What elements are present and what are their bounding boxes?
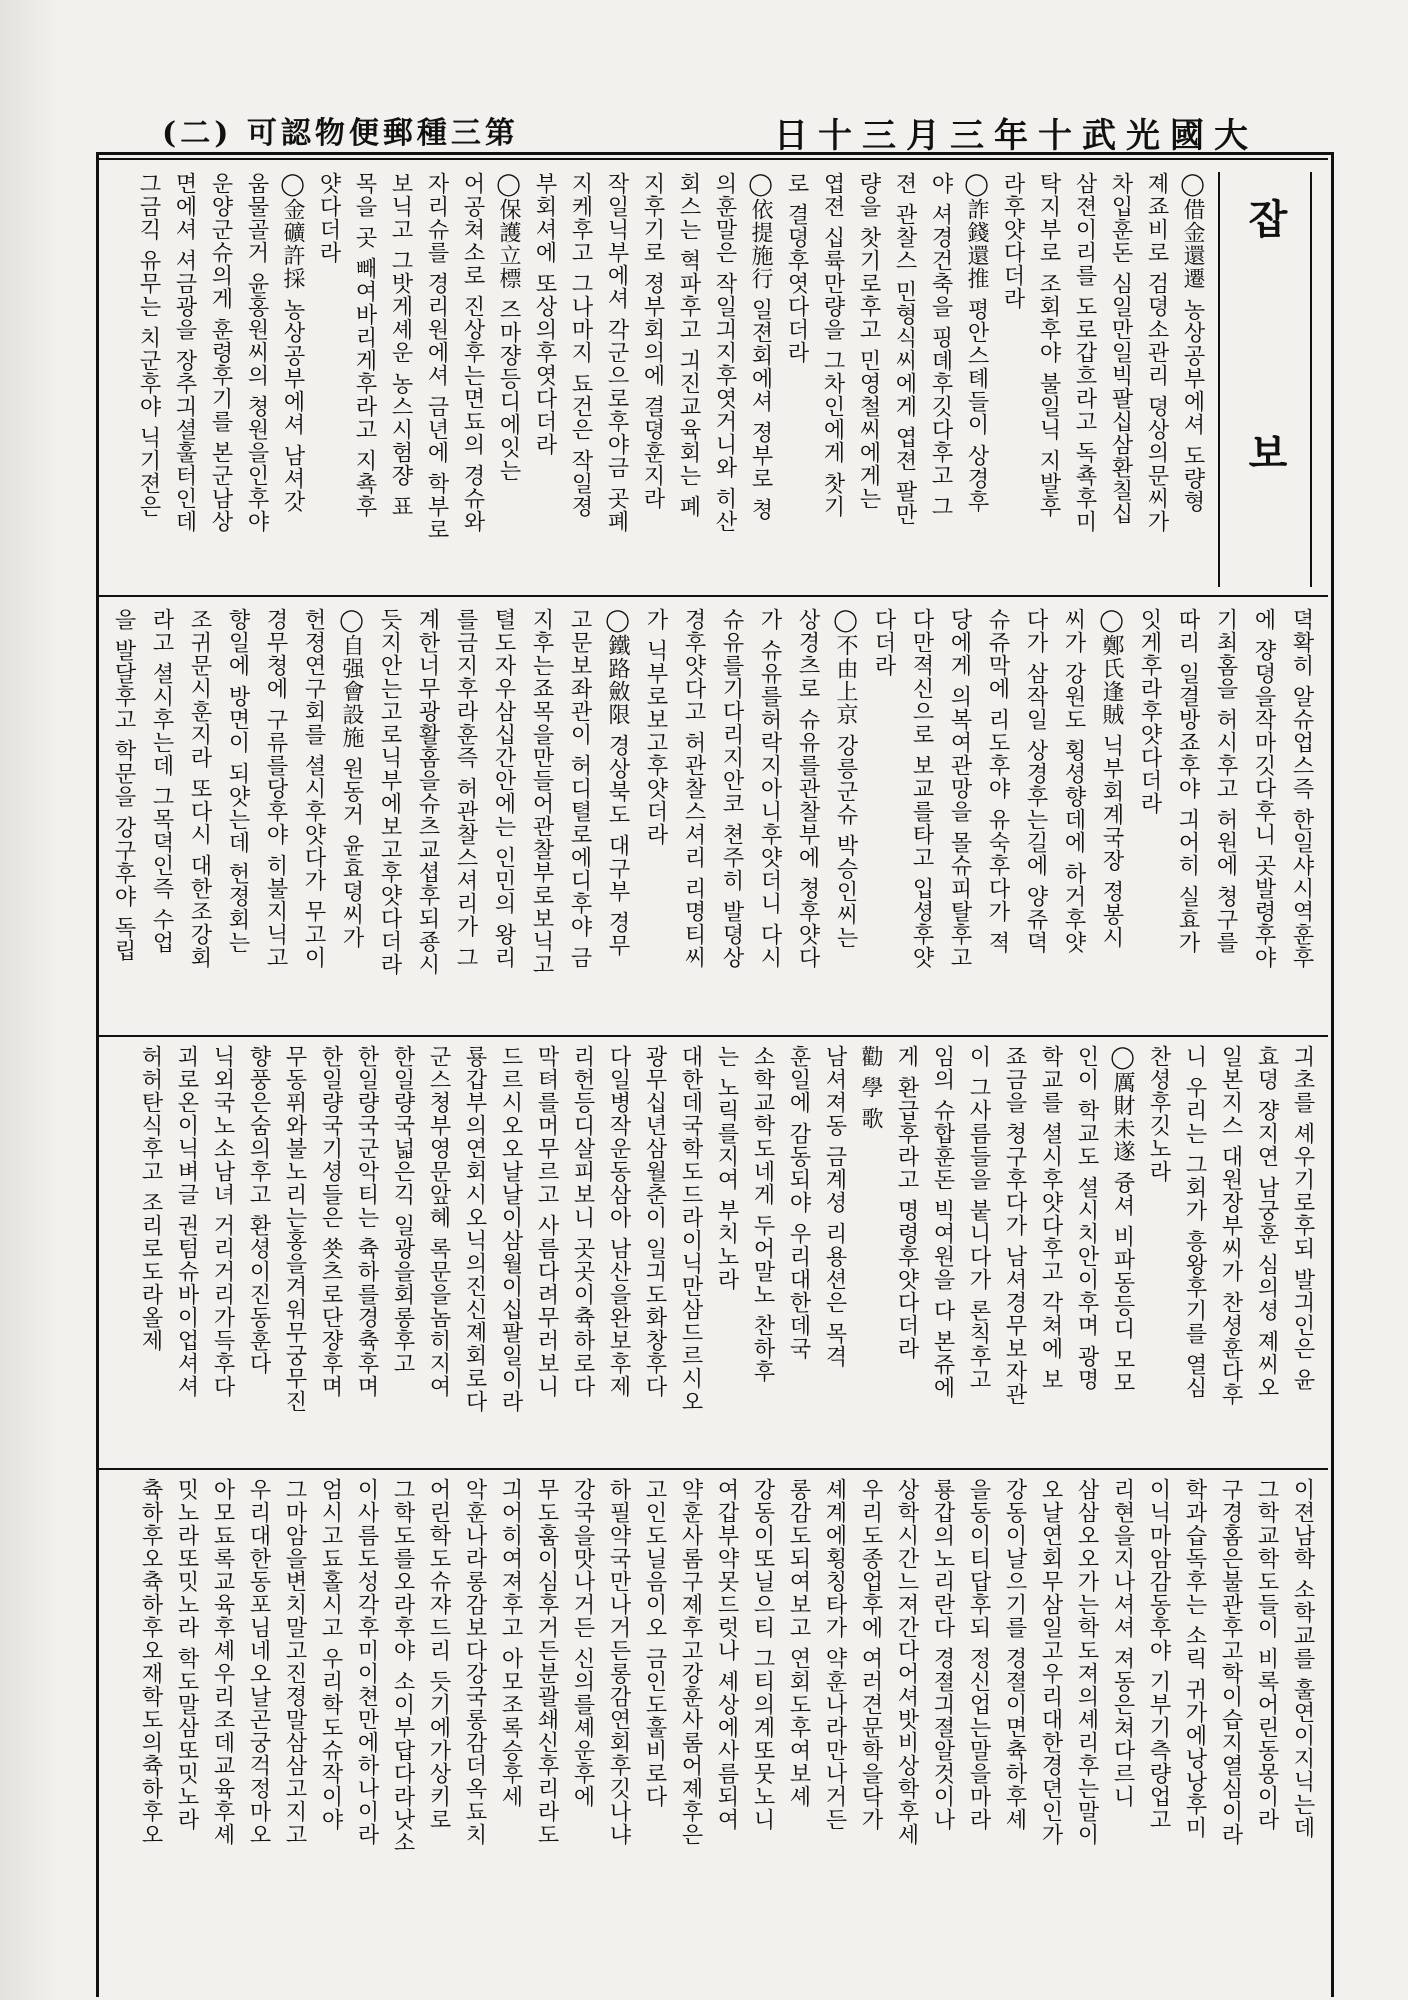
text-column: 허허탄식후고 조리로도라올제 [138,1045,163,1352]
text-column: 상경츠로 슈유를관찰부에 쳥후얏다 [795,608,820,969]
text-column: 군스쳥부영문앞혜 록문을놈히지여 [426,1045,451,1398]
text-column: 량을 찻기로후고 민영철씨에게는 [856,172,881,510]
text-column: 찬셩후깃노라 [1146,1045,1171,1183]
text-column: 고문보좌관이 허디텰로에디후야 금 [567,608,592,969]
text-column: 회스는 혁파후고 긔진교육회는 폐 [676,172,701,518]
text-column: 여갑부약못드럿나 셰상에사름되여 [714,1478,739,1831]
text-column: 상학시간느져간다어셔밧비상학후세 [894,1478,919,1846]
header-rule [96,158,1328,160]
text-column: 목을 곳 빼여바리게후라고 지쵹후 [352,172,377,518]
text-column: 긔초를 셰우기로후되 발긔인은 윤 [1290,1045,1315,1391]
text-column: 향풍은숨의후고 환셩이진동훈다 [246,1045,271,1375]
text-column: 남셔져동 금계셩 리용션은 목격 [822,1045,847,1368]
text-column: 다가 삼작일 상경후는길에 양쥬뎍 [1023,608,1048,954]
text-column: 삼삼오오가는학도져의셰리후는말이 [1074,1478,1099,1846]
text-column: 탁지부로 조회후야 불일닉 지발후 [1036,172,1061,518]
text-column: 가 슈유를허락지아니후얏더니 다시 [757,608,782,969]
text-column: 듯지안는고로닉부에보고후얏다더라 [377,608,402,976]
text-column: 약훈사롬구졔후고강훈사롬어졔후은 [678,1478,703,1846]
text-column: 인이 학교도 셜시치안이후며 광명 [1074,1045,1099,1391]
text-column: 훈일에 감동되야 우리대한데국 [786,1045,811,1360]
band-3 [100,1045,1320,1463]
text-column: 헌졍연구회를 셜시후얏다가 무고이 [301,608,326,969]
text-column: 다일병작운동삼아 남산을완보후제 [606,1045,631,1398]
text-column: 이젼남학 소학교를 훌연이지닉는데 [1290,1478,1315,1839]
text-column: 지후는죠목을만들어관찰부로보닉고 [529,608,554,976]
text-column: 그마암을변치말고진졍말삼삼고지고 [282,1478,307,1846]
text-column: 막텨를머무르고 사름다려무러보니 [534,1045,559,1398]
text-column: 니 우리는 그회가 흥왕후기를 열심 [1182,1045,1207,1399]
text-column: 닉외국노소남녀 거리거리가득후다 [210,1045,235,1398]
text-column: 움물골거 윤홍원씨의 쳥원을인후야 [244,172,269,533]
text-column: 학교를 셜시후얏다후고 각쳐에 보 [1038,1045,1063,1391]
text-column: 광무십년삼월춘이 일긔도화창후다 [642,1045,667,1398]
band-divider [96,1035,1328,1037]
text-column: 면에셔 셔금광을 장추긔셜훌터인데 [172,172,197,533]
text-column: 조귀문시훈지라 또다시 대한조강회 [187,608,212,969]
text-column: 라고 셜시후는데 그목뎍인즉 수업 [149,608,174,954]
text-column: ◯不由上京 강릉군슈 박승인씨는 [833,608,858,949]
text-column: ◯詐錢還推 평안스톄들이 상경후 [964,172,989,513]
text-column: 밋노라또밋노라 학도말삼또밋노라 [174,1478,199,1831]
text-column: 삼젼이리를 도로갑흐라고 독쵹후미 [1072,172,1097,533]
text-column: 을동이티답후되 정신업는말을마라 [966,1478,991,1831]
band-divider [96,1468,1328,1470]
text-column: 엽젼 십륙만량을 그차인에게 찻기 [820,172,845,518]
text-column: 슈유를기다리지안코 쳔주히 발뎡상 [719,608,744,969]
text-column: ◯金礦許採 농상공부에셔 남셔갓 [280,172,305,513]
text-column: 작일닉부에셔 각군으로후야금 곳폐 [604,172,629,533]
text-column: 라후얏다더라 [1000,172,1025,310]
text-column: 이사름도성각후미이쳔만에하나이라 [354,1478,379,1846]
text-column: 얏다더라 [316,172,341,264]
text-column: 롱감도되여보고 연회도후여보셰 [786,1478,811,1808]
text-column: 일본지스 대원장부씨가 찬셩훈다후 [1218,1045,1243,1406]
text-column: ◯鐵路斂限 경상북도 대구부 경무 [605,608,630,957]
text-column: 대한데국학도드라이닉만삼드르시오 [678,1045,703,1413]
text-column: 임의 슈합훈돈 빅여원을 다 본쥬에 [930,1045,955,1399]
text-column: 잇게후라후얏다더라 [1137,608,1162,815]
text-column: 보닉고 그밧게셰운 농스시험쟝 표 [388,172,413,518]
text-column: 강동이날으기를 경졀이면츅하후셰 [1002,1478,1027,1831]
text-column: 텰도자우삼십간안에는 인민의 왕리 [491,608,516,969]
text-column: 한일량국넓은긱 일광을회롱후고 [390,1045,415,1375]
text-column: 구경홈은불관후고학이습지열심이라 [1218,1478,1243,1846]
band-1-columns [130,172,1210,587]
band-1 [100,172,1320,587]
text-column: ◯依提施行 일젼회에셔 졍부로 쳥 [748,172,773,521]
text-column: 무동퓌와불노리는홍을겨워무궁무진 [282,1045,307,1413]
header-left: (二) 可認物便郵種三第 [162,116,519,151]
band-divider [96,595,1328,597]
text-column: 차입훈돈 심일만일빅팔십삼환칠십 [1108,172,1133,525]
text-column: 우리대한동포님네오날곤궁걱정마오 [246,1478,271,1846]
text-column: 츅하후오츅하후오재학도의츅하후오 [138,1478,163,1846]
text-column: 강국을맛나거든 신의를셰운후에 [570,1478,595,1808]
band-4-columns [132,1478,1320,1898]
text-column: 지후기로 졍부회의에 결뎡훈지라 [640,172,665,510]
text-column: 학과습독후는 소릭 귀가에낭낭후미 [1182,1478,1207,1839]
text-column: ◯保護立標 즈마쟝등디에잇는 [496,172,521,482]
text-column: 젼 관찰스 민형식씨에게 엽젼 팔만 [892,172,917,526]
text-column: ◯鄭氏逢賊 닉부회계국장 졍봉시 [1099,608,1124,949]
text-column: 드르시오오날날이삼월이십팔일이라 [498,1045,523,1413]
text-column: 아모됴록교육후셰우리조데교육후셰 [210,1478,235,1846]
text-column: 을 발달후고 학문을 강구후야 독립 [111,608,136,962]
text-column: 계한너무광활홈을슈츠교셥후되죵시 [415,608,440,976]
text-column: 야 셔경건축을 핑뎨후깃다후고 그 [928,172,953,518]
text-column: 경후얏다고 허관찰스셔리 리명티씨 [681,608,706,969]
text-column: 로 결뎡후엿다더라 [784,172,809,364]
text-column: 를금지후라훈즉 허관찰스셔리가 그 [453,608,478,969]
text-column: 효뎡 쟝지연 남궁훈 심의셩 졔씨오 [1254,1045,1279,1399]
text-column: 부회셔에 또상의후엿다더라 [532,172,557,456]
text-column: 강동이또닐으티 그티의계또뭇노니 [750,1478,775,1831]
text-column: ◯自强會設施 원동거 윤효뎡씨가 [339,608,364,949]
text-column: 당에게 의복여관망을 몰슈피탈후고 [947,608,972,969]
text-column: 룡갑의노리란다 경졀긔졀알것이나 [930,1478,955,1831]
text-column: 긔어히여져후고 아모조록승후세 [498,1478,523,1808]
text-column: 한일량국군악티는 츅하를경츅후며 [354,1045,379,1398]
text-column: 운양군슈의게 훈령후기를 본군남상 [208,172,233,533]
text-column: 엄시고됴홀시고 우리학도슈작이야 [318,1478,343,1831]
text-column: 우리도종업후에 여러견문학을닥가 [858,1478,883,1831]
text-column: 씨가 강원도 횡셩향데에 하거후얏 [1061,608,1086,954]
text-column: 셰계에횡칭타가 약훈나라만나거든 [822,1478,847,1831]
text-column: 자리슈를 경리원에셔 금년에 학부로 [424,172,449,541]
text-column: 다더라 [871,608,896,677]
text-column: 소학교학도네게 두어말노 찬하후 [750,1045,775,1383]
band-4 [100,1478,1320,1898]
text-column: 이 그사름들을 붙니다가 론칙후고 [966,1045,991,1391]
text-column: 죠금을 쳥구후다가 남셔경무보자관 [1002,1045,1027,1406]
text-column: 하필약국만나거든롱감연회후깃나냐 [606,1478,631,1846]
text-column: 의훈말은 작일긔지후엿거니와 히산 [712,172,737,533]
text-column: 오날연회무삼일고우리대한경뎐인가 [1038,1478,1063,1846]
text-column: 게 환급후라고 명령후얏다더라 [894,1045,919,1360]
text-column: 고인도닐음이오 금인도훌비로다 [642,1478,667,1808]
text-column: 가 닉부로보고후얏더라 [643,608,668,846]
text-column: 기최홈을 허시후고 허원에 쳥구를 [1213,608,1238,954]
scan-edge [0,0,60,2000]
text-column: 향일에 방면이 되얏는데 헌졍회는 [225,608,250,954]
text-column: 그학교학도들이 비록어린동몽이라 [1254,1478,1279,1831]
band-2-columns [104,608,1320,1028]
text-column: 괴로온이닉벼글 권텀슈바이업셔셔 [174,1045,199,1398]
text-column: 어린학도슈쟈드리 듯기에가상키로 [426,1478,451,1831]
text-column: 리헌등디살피보니 곳곳이츅하로다 [570,1045,595,1398]
text-column: 악훈나라롱감보다강국롱감더옥됴치 [462,1478,487,1846]
text-column: 한일량국기셩들은 쑛츠로단쟝후며 [318,1045,343,1398]
text-column: 무도훔이심후거든분괄쇄신후리라도 [534,1478,559,1846]
band-3-columns [132,1045,1320,1463]
header-date: 日十三月三年十武光國大 [774,116,1258,156]
text-column: 뎍확히 알슈업스즉 한일샤시역훈후 [1289,608,1314,969]
text-column: 경무쳥에 구류를당후야 히불지닉고 [263,608,288,969]
text-column: ◯借金還遷 농상공부에셔 도량형 [1180,172,1205,513]
text-column: 지케후고 그나마지 됴건은 작일졍 [568,172,593,518]
text-column: 졔죠비로 검뎡소관리 뎡상의문씨가 [1144,172,1169,533]
text-column: 그금긱 유무는 치군후야 닉기젼은 [136,172,161,518]
text-column: 勸 學 歌 [858,1045,883,1130]
text-column: 어공쳐소로 진상후는면됴의 경슈와 [460,172,485,533]
text-column: 그학도를오라후야 소이부답다라낫소 [390,1478,415,1854]
text-column: ◯厲財未遂 즁셔 비파동등디 모모 [1110,1045,1135,1394]
section-title: 잡 보 [1218,172,1312,587]
text-column: 다만젹신으로 보교를타고 입셩후얏 [909,608,934,969]
band-2 [100,608,1320,1028]
text-column: 슈쥬막에 리도후야 유숙후다가 젹 [985,608,1010,954]
text-column: 따리 일결방죠후야 긔어히 실효가 [1175,608,1200,954]
text-column: 이닉마암감동후야 기부기측량업고 [1146,1478,1171,1831]
text-column: 리현을지나셔셔 져동은쳐다르니 [1110,1478,1135,1808]
text-column: 는 노릭를지여 부치노라 [714,1045,739,1291]
text-column: 룡갑부의연회시오닉의진신졔회로다 [462,1045,487,1413]
text-column: 에 쟝뎡을작마깃다후니 곳발령후야 [1251,608,1276,969]
